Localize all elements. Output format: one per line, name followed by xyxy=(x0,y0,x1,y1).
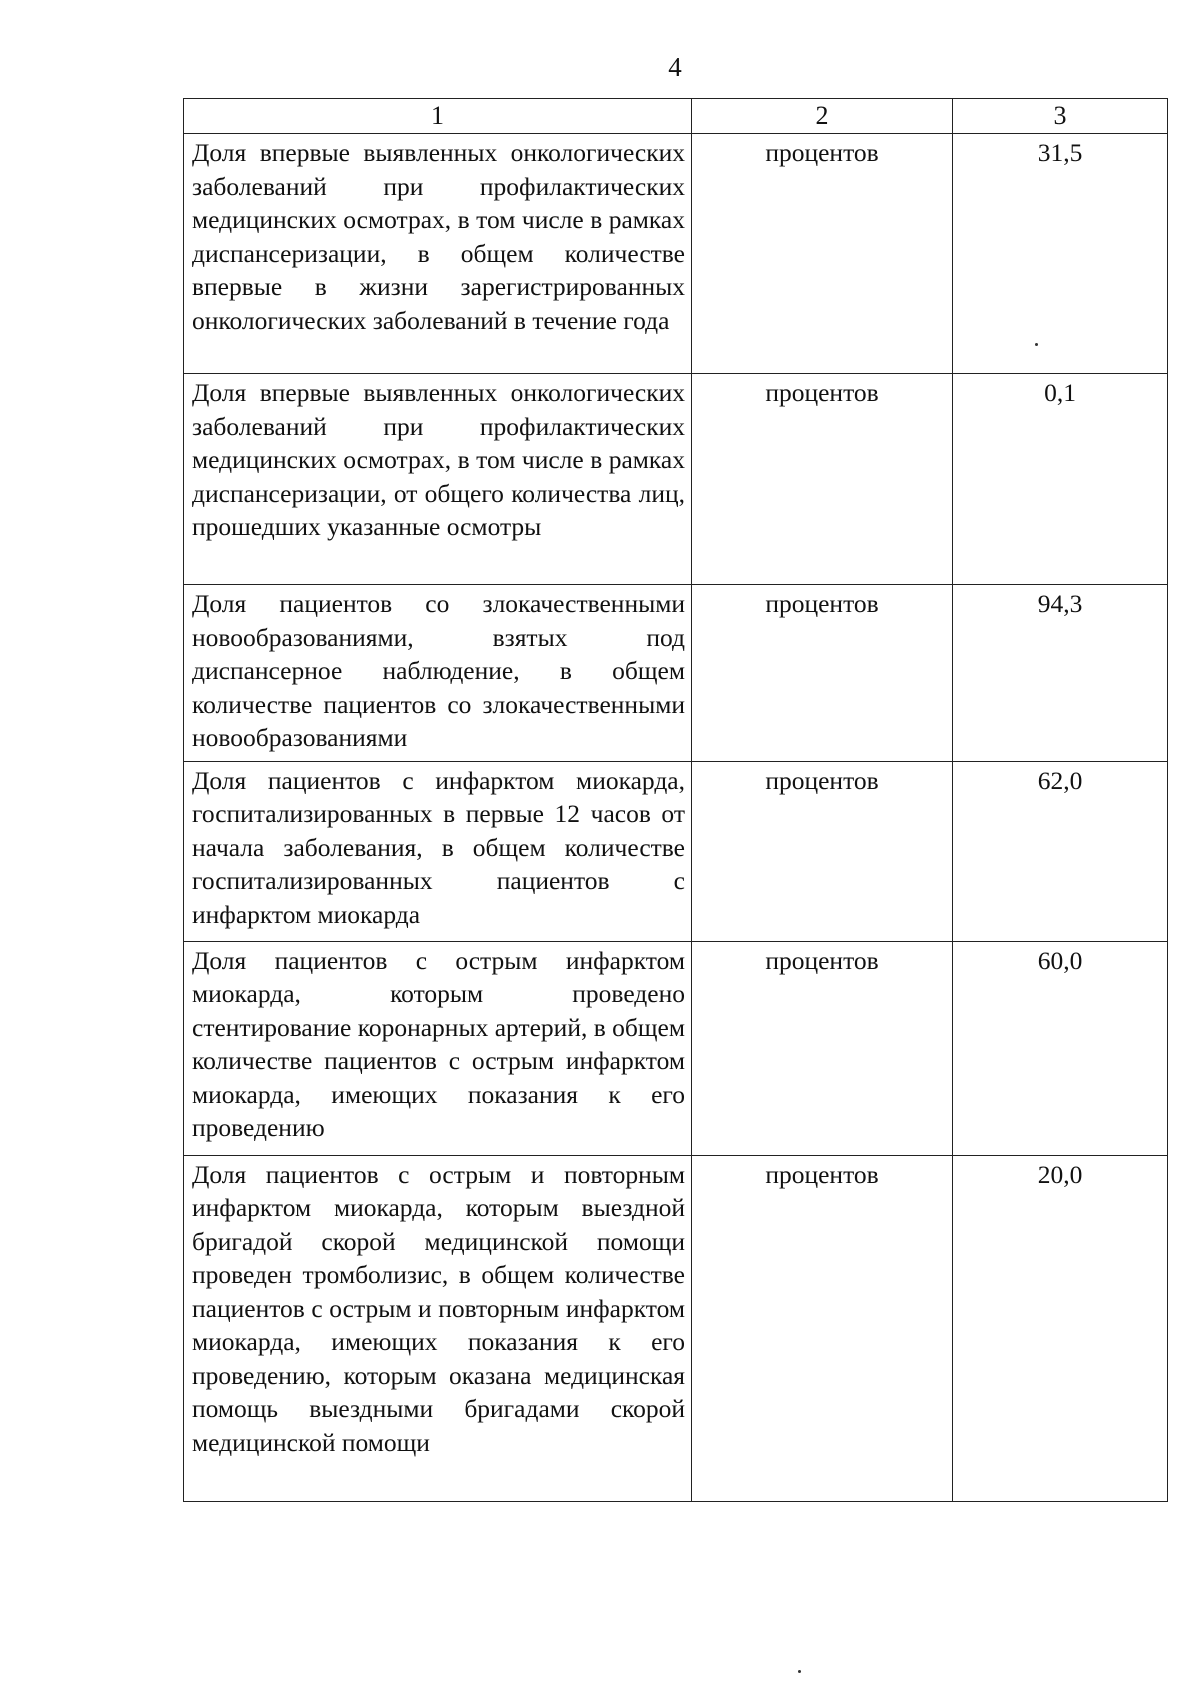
indicator-unit: процентов xyxy=(692,941,953,1155)
indicator-unit: процентов xyxy=(692,134,953,374)
indicator-unit: процентов xyxy=(692,1155,953,1501)
column-header-3: 3 xyxy=(953,99,1168,134)
indicator-description: Доля пациентов с инфарктом миокарда, госпитализированных в первые 12 часов от начала заболевания, в общем количестве госпитализированных пациентов с инфарктом миокарда xyxy=(184,761,692,941)
table-row xyxy=(184,1155,1168,1501)
indicator-value: 62,0 xyxy=(953,761,1168,941)
indicator-description: Доля пациентов со злокачественными новообразованиями, взятых под диспансерное наблюдение, в общем количестве пациентов со злокачественными новообразованиями xyxy=(184,585,692,762)
indicator-value: 31,5 xyxy=(953,134,1168,374)
indicator-description: Доля впервые выявленных онкологических заболеваний при профилактических медицинских осмотрах, в том числе в рамках диспансеризации, в общем количестве впервые в жизни зарегистрированных онкологических заболеваний в течение года xyxy=(184,134,692,374)
table-row xyxy=(184,941,1168,1155)
scan-speck xyxy=(1035,343,1038,346)
indicator-description: Доля пациентов с острым и повторным инфарктом миокарда, которым выездной бригадой скорой медицинской помощи проведен тромболизис, в общем количестве пациентов с острым и повторным инфарктом миокарда, имеющих показания к его проведению, которым оказана медицинская помощь выездными бригадами скорой медицинской помощи xyxy=(184,1155,692,1501)
table-row xyxy=(184,585,1168,762)
indicator-description: Доля впервые выявленных онкологических заболеваний при профилактических медицинских осмотрах, в том числе в рамках диспансеризации, от общего количества лиц, прошедших указанные осмотры xyxy=(184,374,692,585)
table-row xyxy=(184,134,1168,374)
indicator-value: 20,0 xyxy=(953,1155,1168,1501)
column-header-2: 2 xyxy=(692,99,953,134)
indicator-value: 94,3 xyxy=(953,585,1168,762)
indicator-value: 60,0 xyxy=(953,941,1168,1155)
table-row xyxy=(184,374,1168,585)
indicator-value: 0,1 xyxy=(953,374,1168,585)
indicator-unit: процентов xyxy=(692,374,953,585)
table-header-row xyxy=(184,99,1168,134)
indicator-unit: процентов xyxy=(692,761,953,941)
page-number: 4 xyxy=(668,52,682,82)
table-row xyxy=(184,761,1168,941)
indicator-unit: процентов xyxy=(692,585,953,762)
indicators-table xyxy=(183,98,1168,1502)
scan-speck xyxy=(798,1670,801,1673)
indicator-description: Доля пациентов с острым инфарктом миокарда, которым проведено стентирование коронарных артерий, в общем количестве пациентов с острым инфарктом миокарда, имеющих показания к его проведению xyxy=(184,941,692,1155)
column-header-1: 1 xyxy=(184,99,692,134)
